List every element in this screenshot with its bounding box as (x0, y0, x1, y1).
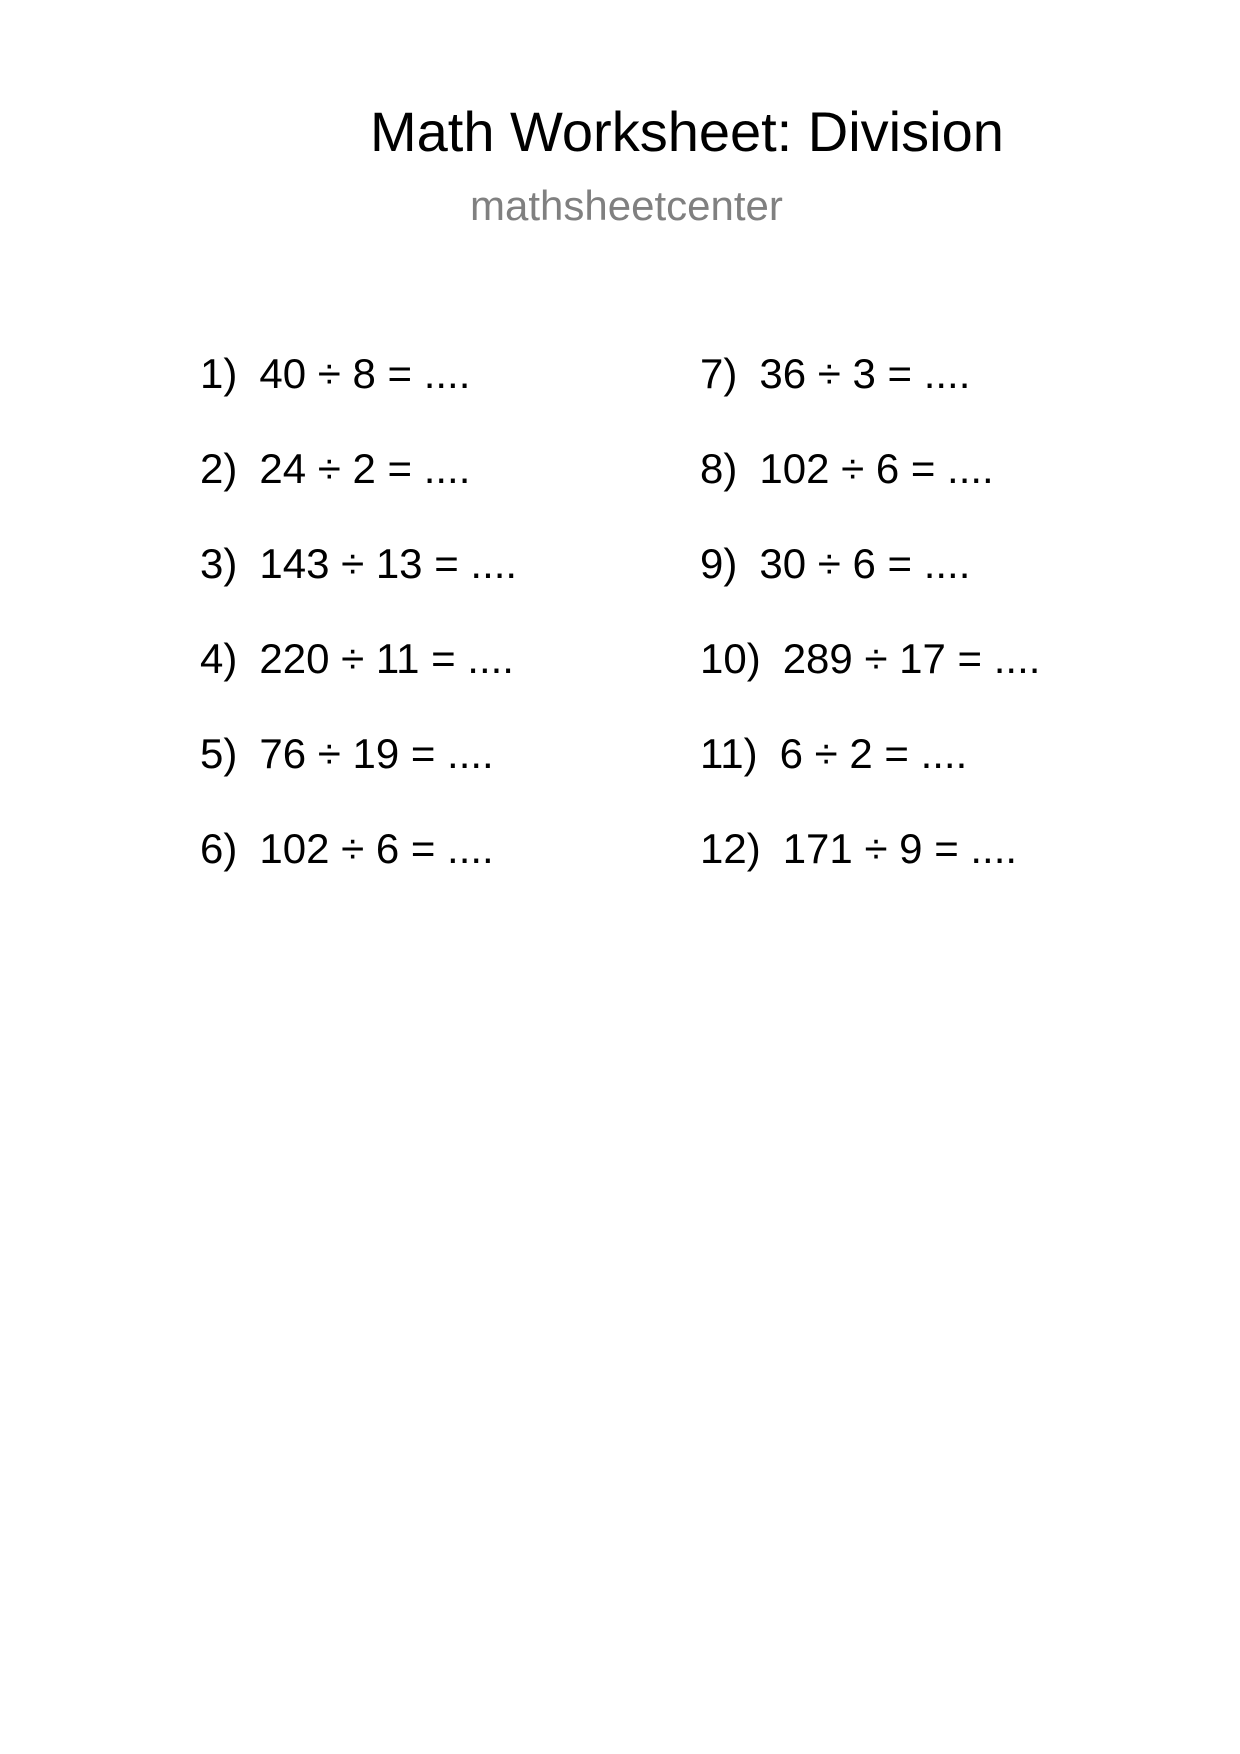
problem-expression: 76 ÷ 19 = .... (259, 730, 494, 777)
problem-item-12 (700, 825, 1040, 920)
problem-number: 6) (200, 825, 238, 872)
problem-number: 11) (700, 730, 758, 777)
problem-expression: 6 ÷ 2 = .... (779, 730, 968, 777)
problem-expression: 102 ÷ 6 = .... (759, 445, 994, 492)
problem-item-7 (700, 350, 1040, 445)
problem-expression: 102 ÷ 6 = .... (259, 825, 494, 872)
problem-number: 7) (700, 350, 738, 397)
problem-expression: 143 ÷ 13 = .... (259, 540, 518, 587)
problem-item-8 (700, 445, 1040, 540)
problem-expression: 220 ÷ 11 = .... (259, 635, 514, 682)
problem-number: 2) (200, 445, 238, 492)
problem-item-1 (200, 350, 517, 445)
problem-expression: 289 ÷ 17 = .... (782, 635, 1041, 682)
problem-number: 4) (200, 635, 238, 682)
problem-item-4 (200, 635, 517, 730)
problem-column-right (700, 350, 1040, 920)
source-label: mathsheetcenter (470, 182, 783, 229)
problem-item-10 (700, 635, 1040, 730)
problem-item-2 (200, 445, 517, 540)
problem-item-3 (200, 540, 517, 635)
problem-number: 9) (700, 540, 738, 587)
problem-item-9 (700, 540, 1040, 635)
problem-number: 8) (700, 445, 738, 492)
problem-number: 10) (700, 635, 761, 682)
problem-expression: 171 ÷ 9 = .... (782, 825, 1018, 872)
page-title: Math Worksheet: Division (370, 100, 1004, 163)
problem-item-5 (200, 730, 517, 825)
problem-expression: 36 ÷ 3 = .... (759, 350, 971, 397)
problem-item-11 (700, 730, 1040, 825)
problem-expression: 24 ÷ 2 = .... (259, 445, 471, 492)
problem-number: 1) (200, 350, 238, 397)
problem-number: 3) (200, 540, 238, 587)
problem-column-left (200, 350, 517, 920)
problem-number: 12) (700, 825, 761, 872)
problem-item-6 (200, 825, 517, 920)
problem-expression: 30 ÷ 6 = .... (759, 540, 971, 587)
problem-expression: 40 ÷ 8 = .... (259, 350, 471, 397)
problem-number: 5) (200, 730, 238, 777)
